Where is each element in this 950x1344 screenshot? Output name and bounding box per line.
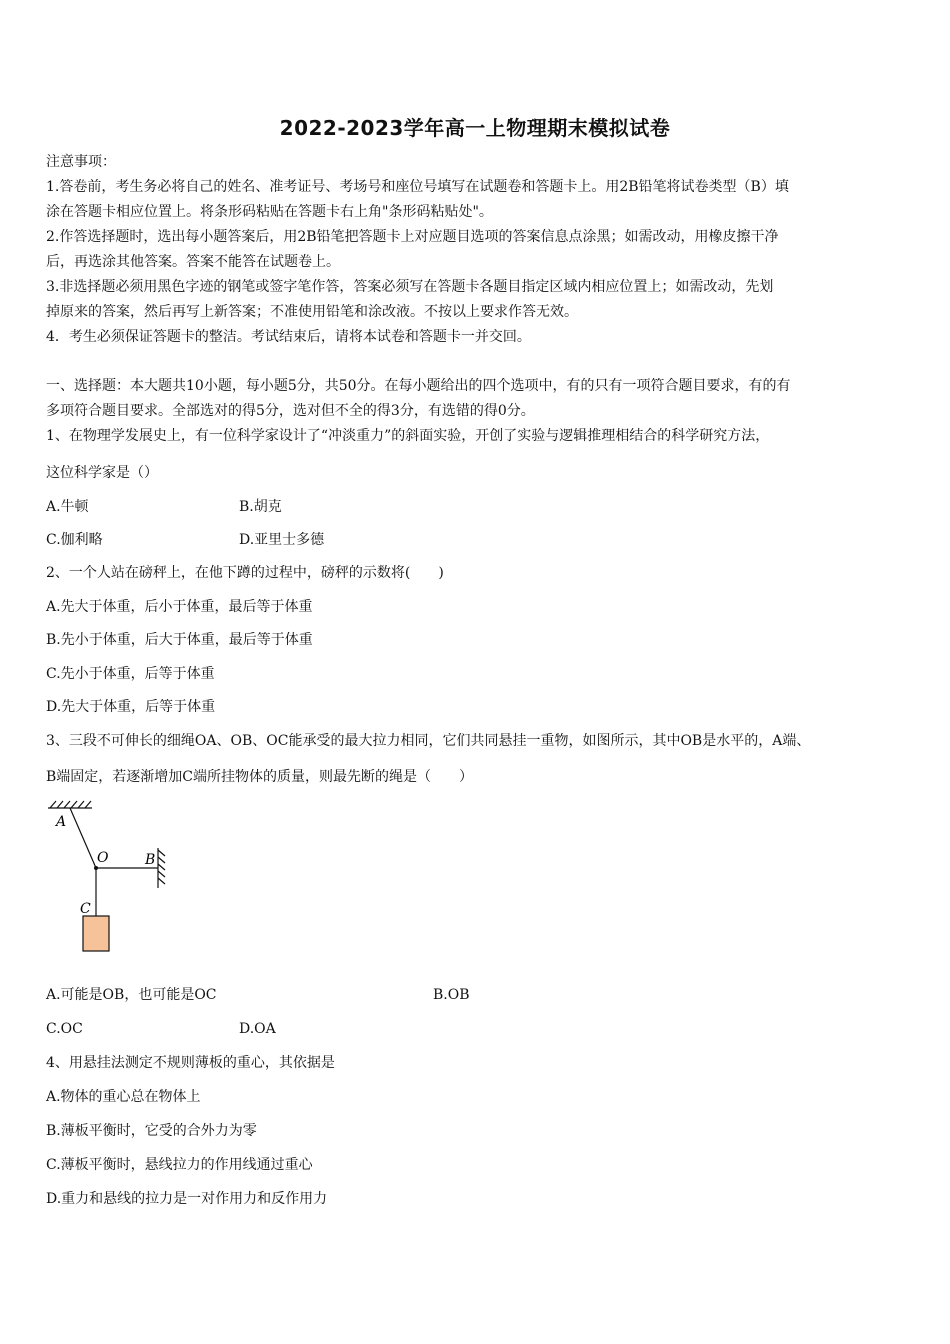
- notice-line: 3.非选择题必须用黑色字迹的钢笔或签字笔作答，答案必须写在答题卡各题目指定区域内相应位置上；如需改动，先划: [46, 279, 774, 295]
- hanging-block: [83, 916, 109, 951]
- label-b: B: [145, 852, 156, 868]
- q4-option-a: A.物体的重心总在物体上: [46, 1089, 201, 1105]
- question-2-stem: 2、一个人站在磅秤上，在他下蹲的过程中，磅秤的示数将( ): [46, 565, 444, 581]
- section-heading: 一、选择题：本大题共10小题，每小题5分，共50分。在每小题给出的四个选项中，有的只有一项符合题目要求，有的有: [46, 378, 791, 394]
- notice-line: 后，再选涂其他答案。答案不能答在试题卷上。: [46, 254, 340, 270]
- q4-option-b: B.薄板平衡时，它受的合外力为零: [46, 1123, 257, 1139]
- q3-option-d: D.OA: [239, 1021, 276, 1037]
- q1-option-b: B.胡克: [239, 499, 282, 515]
- q2-option-b: B.先小于体重，后大于体重，最后等于体重: [46, 632, 313, 648]
- question-4-stem: 4、用悬挂法测定不规则薄板的重心，其依据是: [46, 1055, 335, 1071]
- notice-line: 掉原来的答案，然后再写上新答案；不准使用铅笔和涂改液。不按以上要求作答无效。: [46, 304, 578, 320]
- question-3-stem: B端固定，若逐渐增加C端所挂物体的质量，则最先断的绳是（ ）: [46, 769, 473, 785]
- q3-option-a: A.可能是OB，也可能是OC: [46, 987, 217, 1003]
- question-1-stem: 这位科学家是（）: [46, 465, 158, 481]
- q3-option-c: C.OC: [46, 1021, 83, 1037]
- q2-option-a: A.先大于体重，后小于体重，最后等于体重: [46, 599, 313, 615]
- label-o: O: [97, 850, 109, 866]
- label-a: A: [56, 814, 67, 830]
- q1-option-a: A.牛顿: [46, 499, 89, 515]
- q4-option-c: C.薄板平衡时，悬线拉力的作用线通过重心: [46, 1157, 313, 1173]
- question-3-stem: 3、三段不可伸长的细绳OA、OB、OC能承受的最大拉力相同，它们共同悬挂一重物，如图所示，其中OB是水平的，A端、: [46, 733, 811, 749]
- q3-option-b: B.OB: [433, 987, 470, 1003]
- section-heading: 多项符合题目要求。全部选对的得5分，选对但不全的得3分，有选错的得0分。: [46, 403, 535, 419]
- q2-option-d: D.先大于体重，后等于体重: [46, 699, 216, 715]
- q2-option-c: C.先小于体重，后等于体重: [46, 666, 215, 682]
- notice-line: 2.作答选择题时，选出每小题答案后，用2B铅笔把答题卡上对应题目选项的答案信息点涂黑；如需改动，用橡皮擦干净: [46, 229, 779, 245]
- notice-line: 4．考生必须保证答题卡的整洁。考试结束后，请将本试卷和答题卡一并交回。: [46, 329, 531, 345]
- notice-heading: 注意事项：: [46, 154, 116, 170]
- q1-option-d: D.亚里士多德: [239, 532, 325, 548]
- rope-diagram: [40, 798, 180, 958]
- q1-option-c: C.伽利略: [46, 532, 103, 548]
- notice-line: 涂在答题卡相应位置上。将条形码粘贴在答题卡右上角"条形码粘贴处"。: [46, 204, 493, 220]
- label-c: C: [80, 901, 91, 917]
- q4-option-d: D.重力和悬线的拉力是一对作用力和反作用力: [46, 1191, 328, 1207]
- notice-line: 1.答卷前，考生务必将自己的姓名、准考证号、考场号和座位号填写在试题卷和答题卡上。用2B铅笔将试卷类型（B）填: [46, 179, 789, 195]
- page-title: 2022-2023学年高一上物理期末模拟试卷: [279, 116, 671, 140]
- question-1-stem: 1、在物理学发展史上，有一位科学家设计了“冲淡重力”的斜面实验，开创了实验与逻辑推理相结合的科学研究方法，: [46, 428, 770, 444]
